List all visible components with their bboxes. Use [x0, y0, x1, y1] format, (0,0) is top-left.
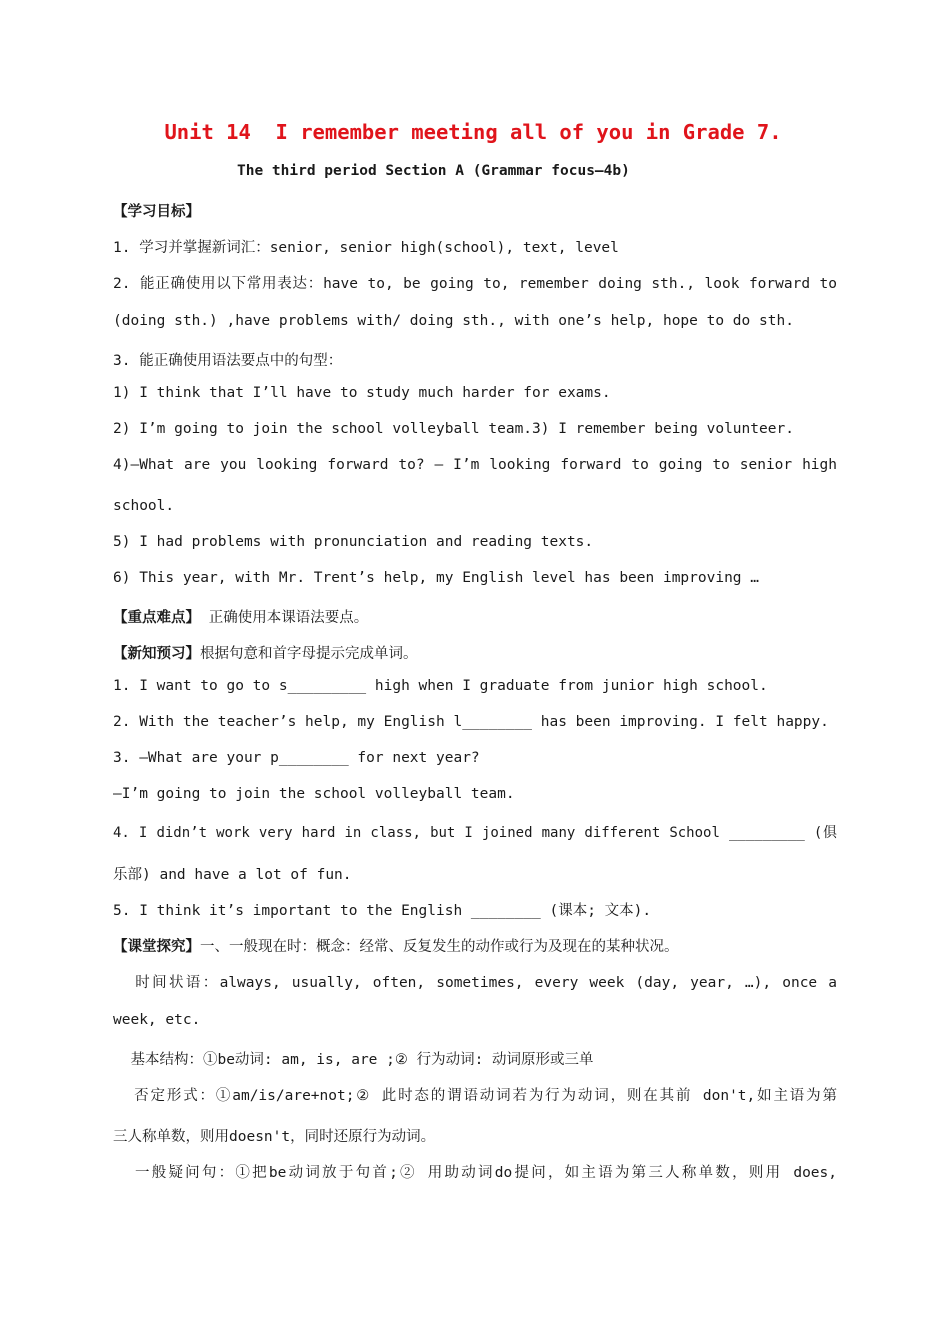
- preview-item: 3. —What are your p________ for next year?: [113, 750, 480, 766]
- preview-heading: 【新知预习】: [113, 646, 200, 662]
- page-subtitle: The third period Section A (Grammar focus—4b): [237, 163, 630, 179]
- objective-line: 1. 学习并掌握新词汇：senior, senior high(school), text, level: [113, 240, 619, 256]
- objective-line: school.: [113, 498, 175, 514]
- preview-header: [113, 642, 418, 663]
- exploration-line: 基本结构：①be动词: am, is, are ;② 行为动词: 动词原形或三单: [113, 1052, 594, 1068]
- objective-line: 1) I think that I’ll have to study much harder for exams.: [113, 385, 611, 401]
- objective-line: (doing sth.) ,have problems with/ doing sth., with one’s help, hope to do sth.: [113, 313, 794, 329]
- objective-line: 5) I had problems with pronunciation and reading texts.: [113, 534, 594, 550]
- objective-line: 2) I’m going to join the school volleyball team.3) I remember being volunteer.: [113, 421, 794, 437]
- preview-item: —I’m going to join the school volleyball team.: [113, 786, 515, 802]
- objective-line: 2. 能正确使用以下常用表达：have to, be going to, remember doing sth., look forward to: [113, 276, 837, 292]
- exploration-line: week, etc.: [113, 1012, 201, 1028]
- page-title: Unit 14 I remember meeting all of you in Grade 7.: [164, 120, 782, 144]
- exploration-intro: 一、一般现在时：概念：经常、反复发生的动作或行为及现在的某种状况。: [200, 939, 679, 955]
- preview-item: 1. I want to go to s_________ high when I graduate from junior high school.: [113, 678, 768, 694]
- exploration-heading: 【课堂探究】: [113, 939, 200, 955]
- key-points: [113, 606, 368, 627]
- exploration-line: 一般疑问句：①把be动词放于句首;② 用助动词do提问，如主语为第三人称单数，则用 does,: [113, 1165, 837, 1181]
- objective-line: 4)—What are you looking forward to? — I’m looking forward to going to senior high: [113, 457, 837, 473]
- objective-line: 6) This year, with Mr. Trent’s help, my English level has been improving …: [113, 570, 760, 586]
- objectives-heading: 【学习目标】: [113, 204, 200, 220]
- objective-line: 3. 能正确使用语法要点中的句型：: [113, 353, 343, 369]
- preview-item: 乐部) and have a lot of fun.: [113, 867, 352, 883]
- exploration-header: [113, 935, 679, 956]
- preview-instruction: 根据句意和首字母提示完成单词。: [200, 646, 418, 662]
- exploration-line: 时间状语：always, usually, often, sometimes, every week (day, year, …), once a: [113, 975, 837, 991]
- preview-item: 2. With the teacher’s help, my English l________ has been improving. I felt happy.: [113, 714, 829, 730]
- key-points-heading: 【重点难点】: [113, 610, 200, 626]
- exploration-line: 否定形式：①am/is/are+not;② 此时态的谓语动词若为行为动词，则在其前 don't,如主语为第: [113, 1088, 837, 1104]
- key-points-text: 正确使用本课语法要点。: [200, 610, 369, 626]
- preview-item: 5. I think it’s important to the English ________ (课本; 文本).: [113, 903, 652, 919]
- preview-item: 4. I didn’t work very hard in class, but I joined many different School _________ (俱: [113, 825, 837, 841]
- exploration-line: 三人称单数，则用doesn't，同时还原行为动词。: [113, 1129, 436, 1145]
